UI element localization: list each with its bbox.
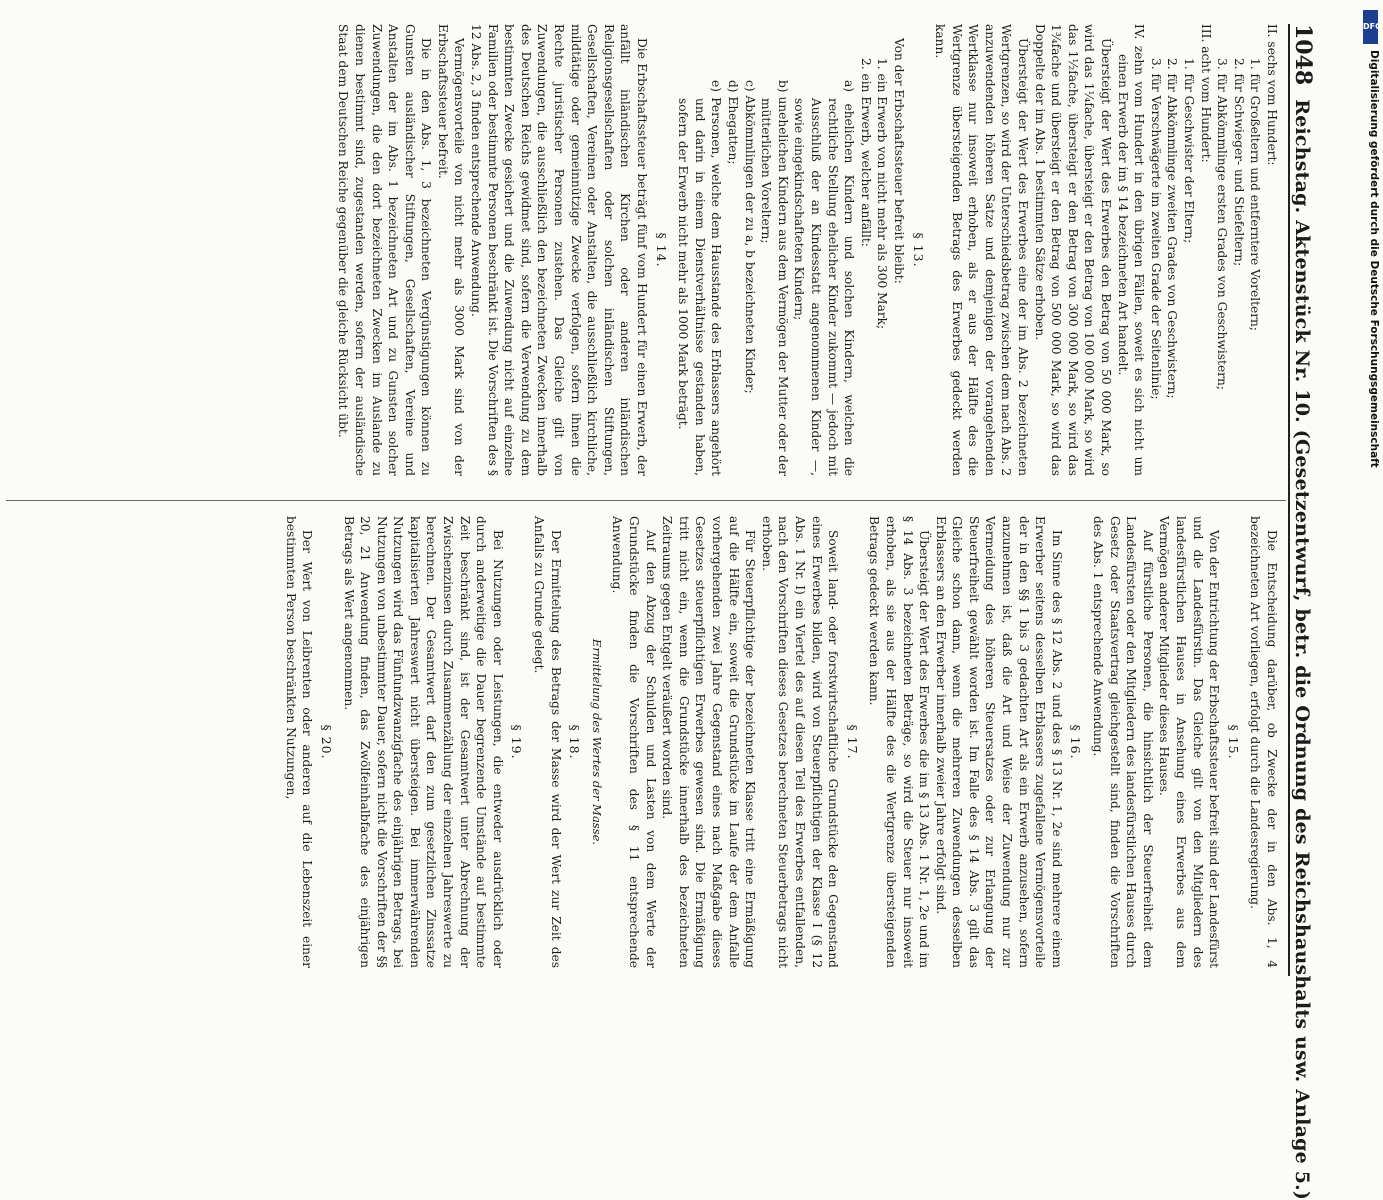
list-subitem: c) Abkömmlingen der zu a, b bezeichneten Kinder; xyxy=(742,80,757,394)
section-heading: § 13. xyxy=(910,232,926,268)
list-item: 1. ein Erwerb von nicht mehr als 300 Mark; xyxy=(875,58,890,330)
paragraph: Die Erbschaftssteuer beträgt fünf vom Hundert für einen Erwerb, der anfällt inländischen Kirchen oder anderen inländischen Religionsgesellschaften oder solchen inländischen Stiftungen, Gesellschaften, Vereinen oder Anstalten, die ausschließlich kirchliche, mildtätige oder gemeinnützige Zwecke verfolgen, sofern ihnen die Rechte juristischer Personen zustehen. Das Gleiche gilt von Zuwendungen, die ausschließlich den bezeichneten Zwecken innerhalb des Deutschen Reichs gewidmet sind, sofern die Verwendung zu dem bestimmten Zwecke gesichert und die Zuwendung nicht auf einzelne Familien oder bestimmte Personen beschränkt ist. Die Vorschriften des § 12 Abs. 2, 3 finden entsprechende Anwendung. xyxy=(469,24,650,476)
paragraph: Soweit land- oder forstwirtschaftliche Grundstücke den Gegenstand eines Erwerbes bilden, wird von Steuerpflichtigen der Klasse I (§ 12 Abs. 1 Nr. I) ein Viertel des auf diesen Teil des Erwerbes entfallenden, nach den Vorschriften dieses Gesetzes berechneten Steuerbetrags nicht erhoben. xyxy=(759,516,841,968)
list-item: 2. ein Erwerb, welcher anfällt: xyxy=(858,58,873,247)
rate-line: 2. für Schwieger- und Stiefeltern; xyxy=(1231,58,1246,267)
running-head: Reichstag. Aktenstück Nr. 10. (Gesetzentwurf, betr. die Ordnung des Reichshaushalts usw. Anlage 5.) xyxy=(1291,99,1313,1200)
credit-text: Digitalisierung gefördert durch die Deutsche Forschungsgemeinschaft xyxy=(1368,50,1380,468)
section-heading: § 17. xyxy=(844,724,860,760)
paragraph: Von der Erbschaftssteuer befreit bleibt: xyxy=(891,38,906,284)
left-column xyxy=(335,24,1280,476)
paragraph: Auf den Abzug der Schulden und Lasten von dem Werte der Grundstücke finden die Vorschriften des § 11 entsprechende Anwendung. xyxy=(610,516,658,968)
list-subitem: d) Ehegatten; xyxy=(726,80,740,165)
list-subitem: e) Personen, welche dem Hausstande des Erblassers angehört und darin in einem Dienstverhältnisse gestanden haben, sofern der Erwerb nicht mehr als 1000 Mark beträgt. xyxy=(676,80,724,476)
section-heading: § 19. xyxy=(509,724,525,760)
digitization-credit xyxy=(1360,10,1382,1000)
rate-line: 3. für Abkömmlinge ersten Grades von Geschwistern; xyxy=(1215,58,1230,390)
dfg-logo-icon: DFG xyxy=(1363,10,1378,44)
paragraph: Von der Entrichtung der Erbschaftssteuer befreit sind der Landesfürst und die Landesfürstin. Das Gleiche gilt von den Mitgliedern des landesfürstlichen Hauses in Ansehung eines Erwerbes aus dem Vermögen anderer Mitglieder dieses Hauses. xyxy=(1157,516,1222,968)
rate-line: 2. für Abkömmlinge zweiten Grades von Geschwistern; xyxy=(1165,58,1180,399)
page-header xyxy=(1288,24,1322,1200)
paragraph: Vermögensvorteile von nicht mehr als 3000 Mark sind von der Erbschaftssteuer befreit. xyxy=(435,24,467,476)
paragraph: Die in den Abs. 1, 3 bezeichneten Vergünstigungen können zu Gunsten ausländischer Stiftungen, Gesellschaften, Vereine und Anstalten der im Abs. 1 bezeichneten Art und zu Gunsten solcher Zuwendungen, die den dort bezeichneten Zwecken im Auslande zu dienen bestimmt sind, zugestanden werden, sofern der ausländische Staat dem Deutschen Reiche gegenüber die gleiche Rücksicht übt. xyxy=(336,24,434,476)
rate-line: 1. für Großeltern und entferntere Voreltern; xyxy=(1248,58,1263,331)
list-subitem: a) ehelichen Kindern und solchen Kindern, welchen die rechtliche Stellung ehelicher Kinder zukommt — jedoch mit Ausschluß der an Kindesstatt angenommenen Kinder —, sowie eingekindschafteten Kindern; xyxy=(792,80,857,476)
paragraph: Für Steuerpflichtige der bezeichneten Klasse tritt eine Ermäßigung auf die Hälfte ein, soweit die Grundstücke im Laufe der dem Anfalle vorhergehenden zwei Jahre Gegenstand eines nach Maßgabe dieses Gesetzes steuerpflichtigen Erwerbes gewesen sind. Die Ermäßigung tritt nicht ein, wenn die Grundstücke innerhalb des bezeichneten Zeitraums gegen Entgelt veräußert worden sind. xyxy=(660,516,758,968)
section-heading: § 16. xyxy=(1068,724,1084,760)
section-heading: § 14. xyxy=(653,232,669,268)
right-column xyxy=(282,516,1280,968)
page-number: 1048 xyxy=(1290,24,1316,86)
rate-line: 3. für Verschwägerte im zweiten Grade der Seitenlinie; xyxy=(1148,58,1163,400)
paragraph: Im Sinne des § 12 Abs. 2 und des § 13 Nr. 1, 2e sind mehrere einem Erwerber seitens desselben Erblassers zugefallene Vermögensvorteile der in den §§ 1 bis 3 gedachten Art als ein Erwerb anzusehen, sofern anzunehmen ist, daß die Art und Weise der Zuwendung nur zur Vermeidung des höheren Steuersatzes oder zur Erlangung der Steuerfreiheit gewählt worden ist. Im Falle des § 14 Abs. 3 gilt das Gleiche schon dann, wenn die mehreren Zuwendungen desselben Erblassers an den Erwerber innerhalb zweier Jahre erfolgt sind. xyxy=(933,516,1064,968)
rate-line: II. sechs vom Hundert: xyxy=(1265,24,1279,166)
rate-line: IV. zehn vom Hundert in den übrigen Fällen, soweit es sich nicht um einen Erwerb der im § 14 bezeichneten Art handelt. xyxy=(1115,24,1147,476)
section-heading: § 20. xyxy=(318,724,334,760)
list-subitem: b) unehelichen Kindern aus dem Vermögen der Mutter oder der mütterlichen Voreltern; xyxy=(759,80,790,477)
paragraph: Auf fürstliche Personen, die hinsichtlich der Steuerfreiheit dem Landesfürsten oder den Mitgliedern des landesfürstlichen Hauses durch Gesetz oder Staatsvertrag gleichgestellt sind, finden die Vorschriften des Abs. 1 entsprechende Anwendung. xyxy=(1091,516,1155,968)
paragraph: Bei Nutzungen oder Leistungen, die entweder ausdrücklich oder durch anderweitige die Dauer begrenzende Umstände auf bestimmte Zeit beschränkt sind, ist der Gesamtwert unter Abrechnung der Zwischenzinsen durch Zusammenzählung der einzelnen Jahreswerte zu berechnen. Der Gesamtwert darf den zum gesetzlichen Zinssatze kapitalisierten Jahreswert nicht übersteigen. Bei immerwährenden Nutzungen wird das Fünfundzwanzigfache des einjährigen Betrags, bei Nutzungen von unbestimmter Dauer, sofern nicht die Vorschriften der §§ 20, 21 Anwendung finden, das Zwölfeinhalbfache des einjährigen Betrags als Wert angenommen. xyxy=(341,516,505,968)
rate-line: 1. für Geschwister der Eltern; xyxy=(1182,58,1197,244)
rate-line: III. acht vom Hundert: xyxy=(1198,24,1213,163)
paragraph: Übersteigt der Wert des Erwerbes die im § 13 Abs. 1 Nr. 1, 2e und im § 14 Abs. 3 bezeichneten Beträge, so wird die Steuer nur insoweit erhoben, als sie aus der Hälfte des die Wertgrenze übersteigenden Betrags gedeckt werden kann. xyxy=(867,516,932,968)
section-heading: § 18. xyxy=(567,724,583,760)
paragraph: Übersteigt der Wert des Erwerbes eine der im Abs. 2 bezeichneten Wertgrenzen, so wird der Unterschiedsbetrag zwischen dem nach Abs. 2 anzuwendenden höheren Satze und demjenigen der vorangehenden Wertklasse nur insoweit erhoben, als er aus der Hälfte des die Wertgrenze übersteigenden Betrags des Erwerbes gedeckt werden kann. xyxy=(933,24,1031,476)
subheading-caption: Ermittelung des Wertes der Masse. xyxy=(589,638,604,846)
paragraph: Der Ermittelung des Betrags der Masse wird der Wert zur Zeit des Anfalls zu Grunde gelegt. xyxy=(532,516,563,968)
paragraph: Übersteigt der Wert des Erwerbes den Betrag von 50 000 Mark, so wird das 1¼fache, übersteigt er den Betrag von 100 000 Mark, so wird das 1½fache, übersteigt er den Betrag von 300 000 Mark, so wird das 1¾fache und übersteigt er den Betrag von 500 000 Mark, so wird das Doppelte der im Abs. 1 bestimmten Sätze erhoben. xyxy=(1032,24,1114,476)
paragraph: Die Entscheidung darüber, ob Zwecke der in den Abs. 1, 4 bezeichneten Art vorliegen, erfolgt durch die Landesregierung. xyxy=(1248,516,1279,968)
column-divider xyxy=(6,500,1286,501)
paragraph: Der Wert von Leibrenten oder anderen auf die Lebenszeit einer bestimmten Person beschränkten Nutzungen, xyxy=(283,516,315,968)
section-heading: § 15. xyxy=(1225,724,1241,760)
